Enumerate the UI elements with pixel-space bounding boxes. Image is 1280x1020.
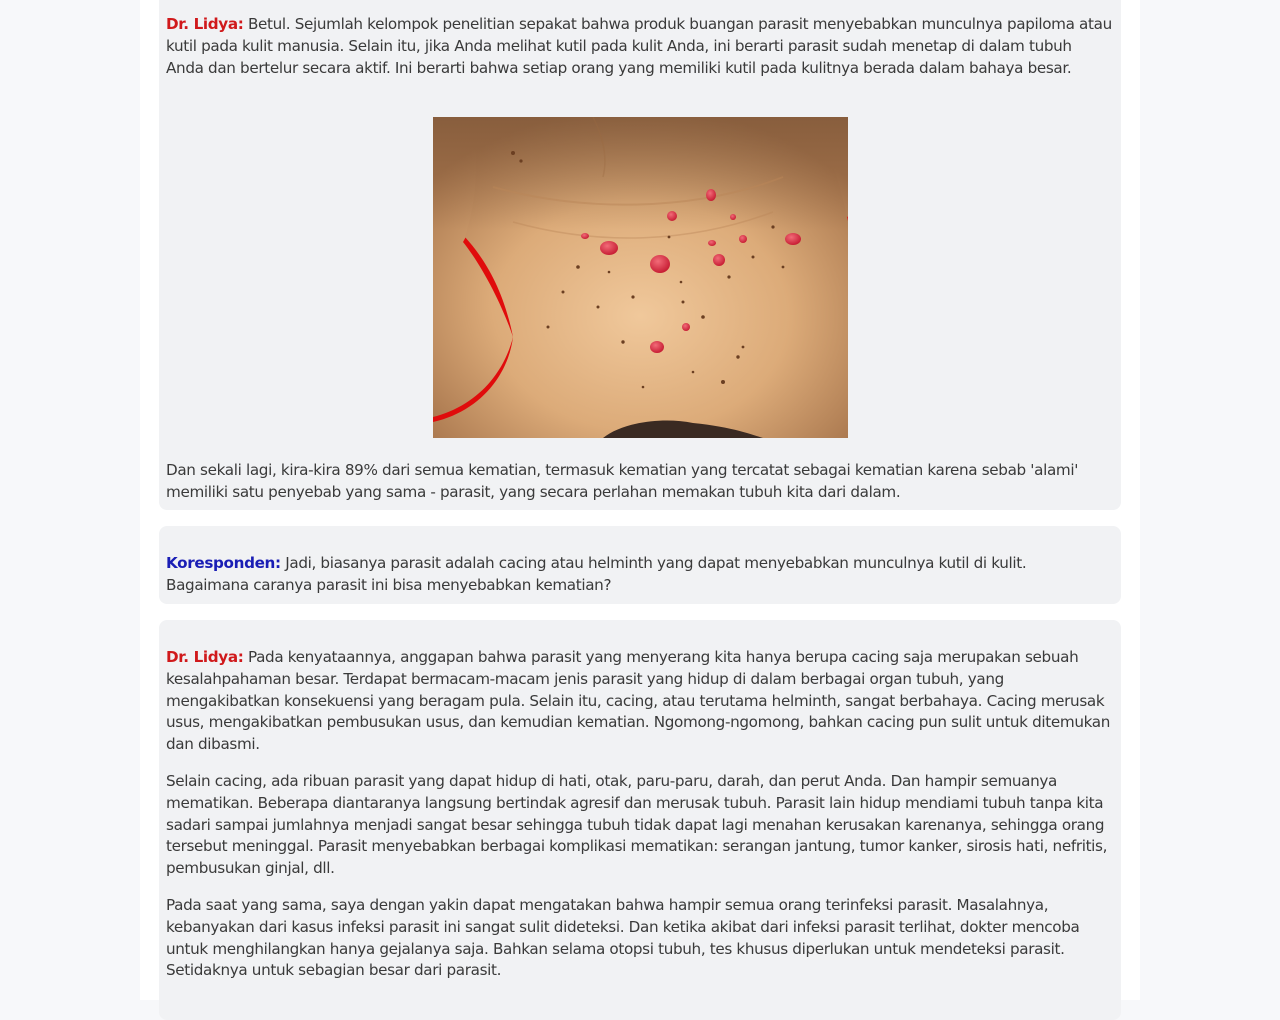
speaker-label-correspondent: Koresponden: [166, 554, 281, 572]
skin-warts-photo [433, 117, 848, 438]
answer-paragraph [166, 460, 1113, 504]
interview-answer-block [159, 0, 1121, 510]
interview-answer-block [159, 620, 1121, 1020]
answer-text: Dan sekali lagi, kira-kira 89% dari semua kematian, termasuk kematian yang tercatat sebagai kematian karena sebab 'alami' memiliki satu penyebab yang sama - parasit, yang secara perlahan memakan tubuh kita dari dalam. [166, 461, 1079, 501]
answer-paragraph: Pada saat yang sama, saya dengan yakin dapat mengatakan bahwa hampir semua orang terinfeksi parasit. Masalahnya, kebanyakan dari kasus infeksi parasit ini sangat sulit dideteksi. Dan ketika akibat dari infeksi parasit terlihat, dokter mencoba untuk menghilangkan hanya gejalanya saja. Bahkan selama otopsi tubuh, tes khusus diperlukan untuk mendeteksi parasit. Setidaknya untuk sebagian besar dari parasit. [166, 895, 1080, 980]
question-text: Jadi, biasanya parasit adalah cacing atau helminth yang dapat menyebabkan munculnya kutil di kulit. Bagaimana caranya parasit ini bisa menyebabkan kematian? [166, 554, 1027, 594]
answer-paragraph [166, 14, 1113, 79]
interview-question-block [159, 526, 1121, 604]
answer-text: Pada kenyataannya, anggapan bahwa parasit yang menyerang kita hanya berupa cacing saja merupakan sebuah kesalahpahaman besar. Terdapat bermacam-macam jenis parasit yang hidup di dalam berbagai organ tubuh, yang mengakibatkan konsekuensi yang beragam pula. Selain itu, cacing, atau terutama helminth, sangat berbahaya. Cacing merusak usus, mengakibatkan pembusukan usus, dan kemudian kematian. Ngomong-ngomong, bahkan cacing pun sulit untuk ditemukan dan dibasmi. [166, 648, 1110, 754]
question-paragraph [166, 553, 1113, 597]
article-content [140, 0, 1140, 1000]
answer-paragraph: Selain cacing, ada ribuan parasit yang dapat hidup di hati, otak, paru-paru, darah, dan perut Anda. Dan hampir semuanya mematikan. Beberapa diantaranya langsung bertindak agresif dan merusak tubuh. Parasit lain hidup mendiami tubuh tanpa kita sadari sampai jumlahnya menjadi sangat besar sehingga tubuh tidak dapat lagi menahan kerusakan karenanya, sehingga orang tersebut meninggal. Parasit menyebabkan berbagai komplikasi mematikan: serangan jantung, tumor kanker, sirosis hati, nefritis, pembusukan ginjal, dll. [166, 771, 1108, 878]
speaker-label-doctor: Dr. Lidya: [166, 15, 244, 33]
answer-text: Betul. Sejumlah kelompok penelitian sepakat bahwa produk buangan parasit menyebabkan munculnya papiloma atau kutil pada kulit manusia. Selain itu, jika Anda melihat kutil pada kulit Anda, ini berarti parasit sudah menetap di dalam tubuh Anda dan bertelur secara aktif. Ini berarti bahwa setiap orang yang memiliki kutil pada kulitnya berada dalam bahaya besar. [166, 15, 1112, 77]
speaker-label-doctor: Dr. Lidya: [166, 648, 244, 666]
answer-paragraph [166, 647, 1113, 756]
